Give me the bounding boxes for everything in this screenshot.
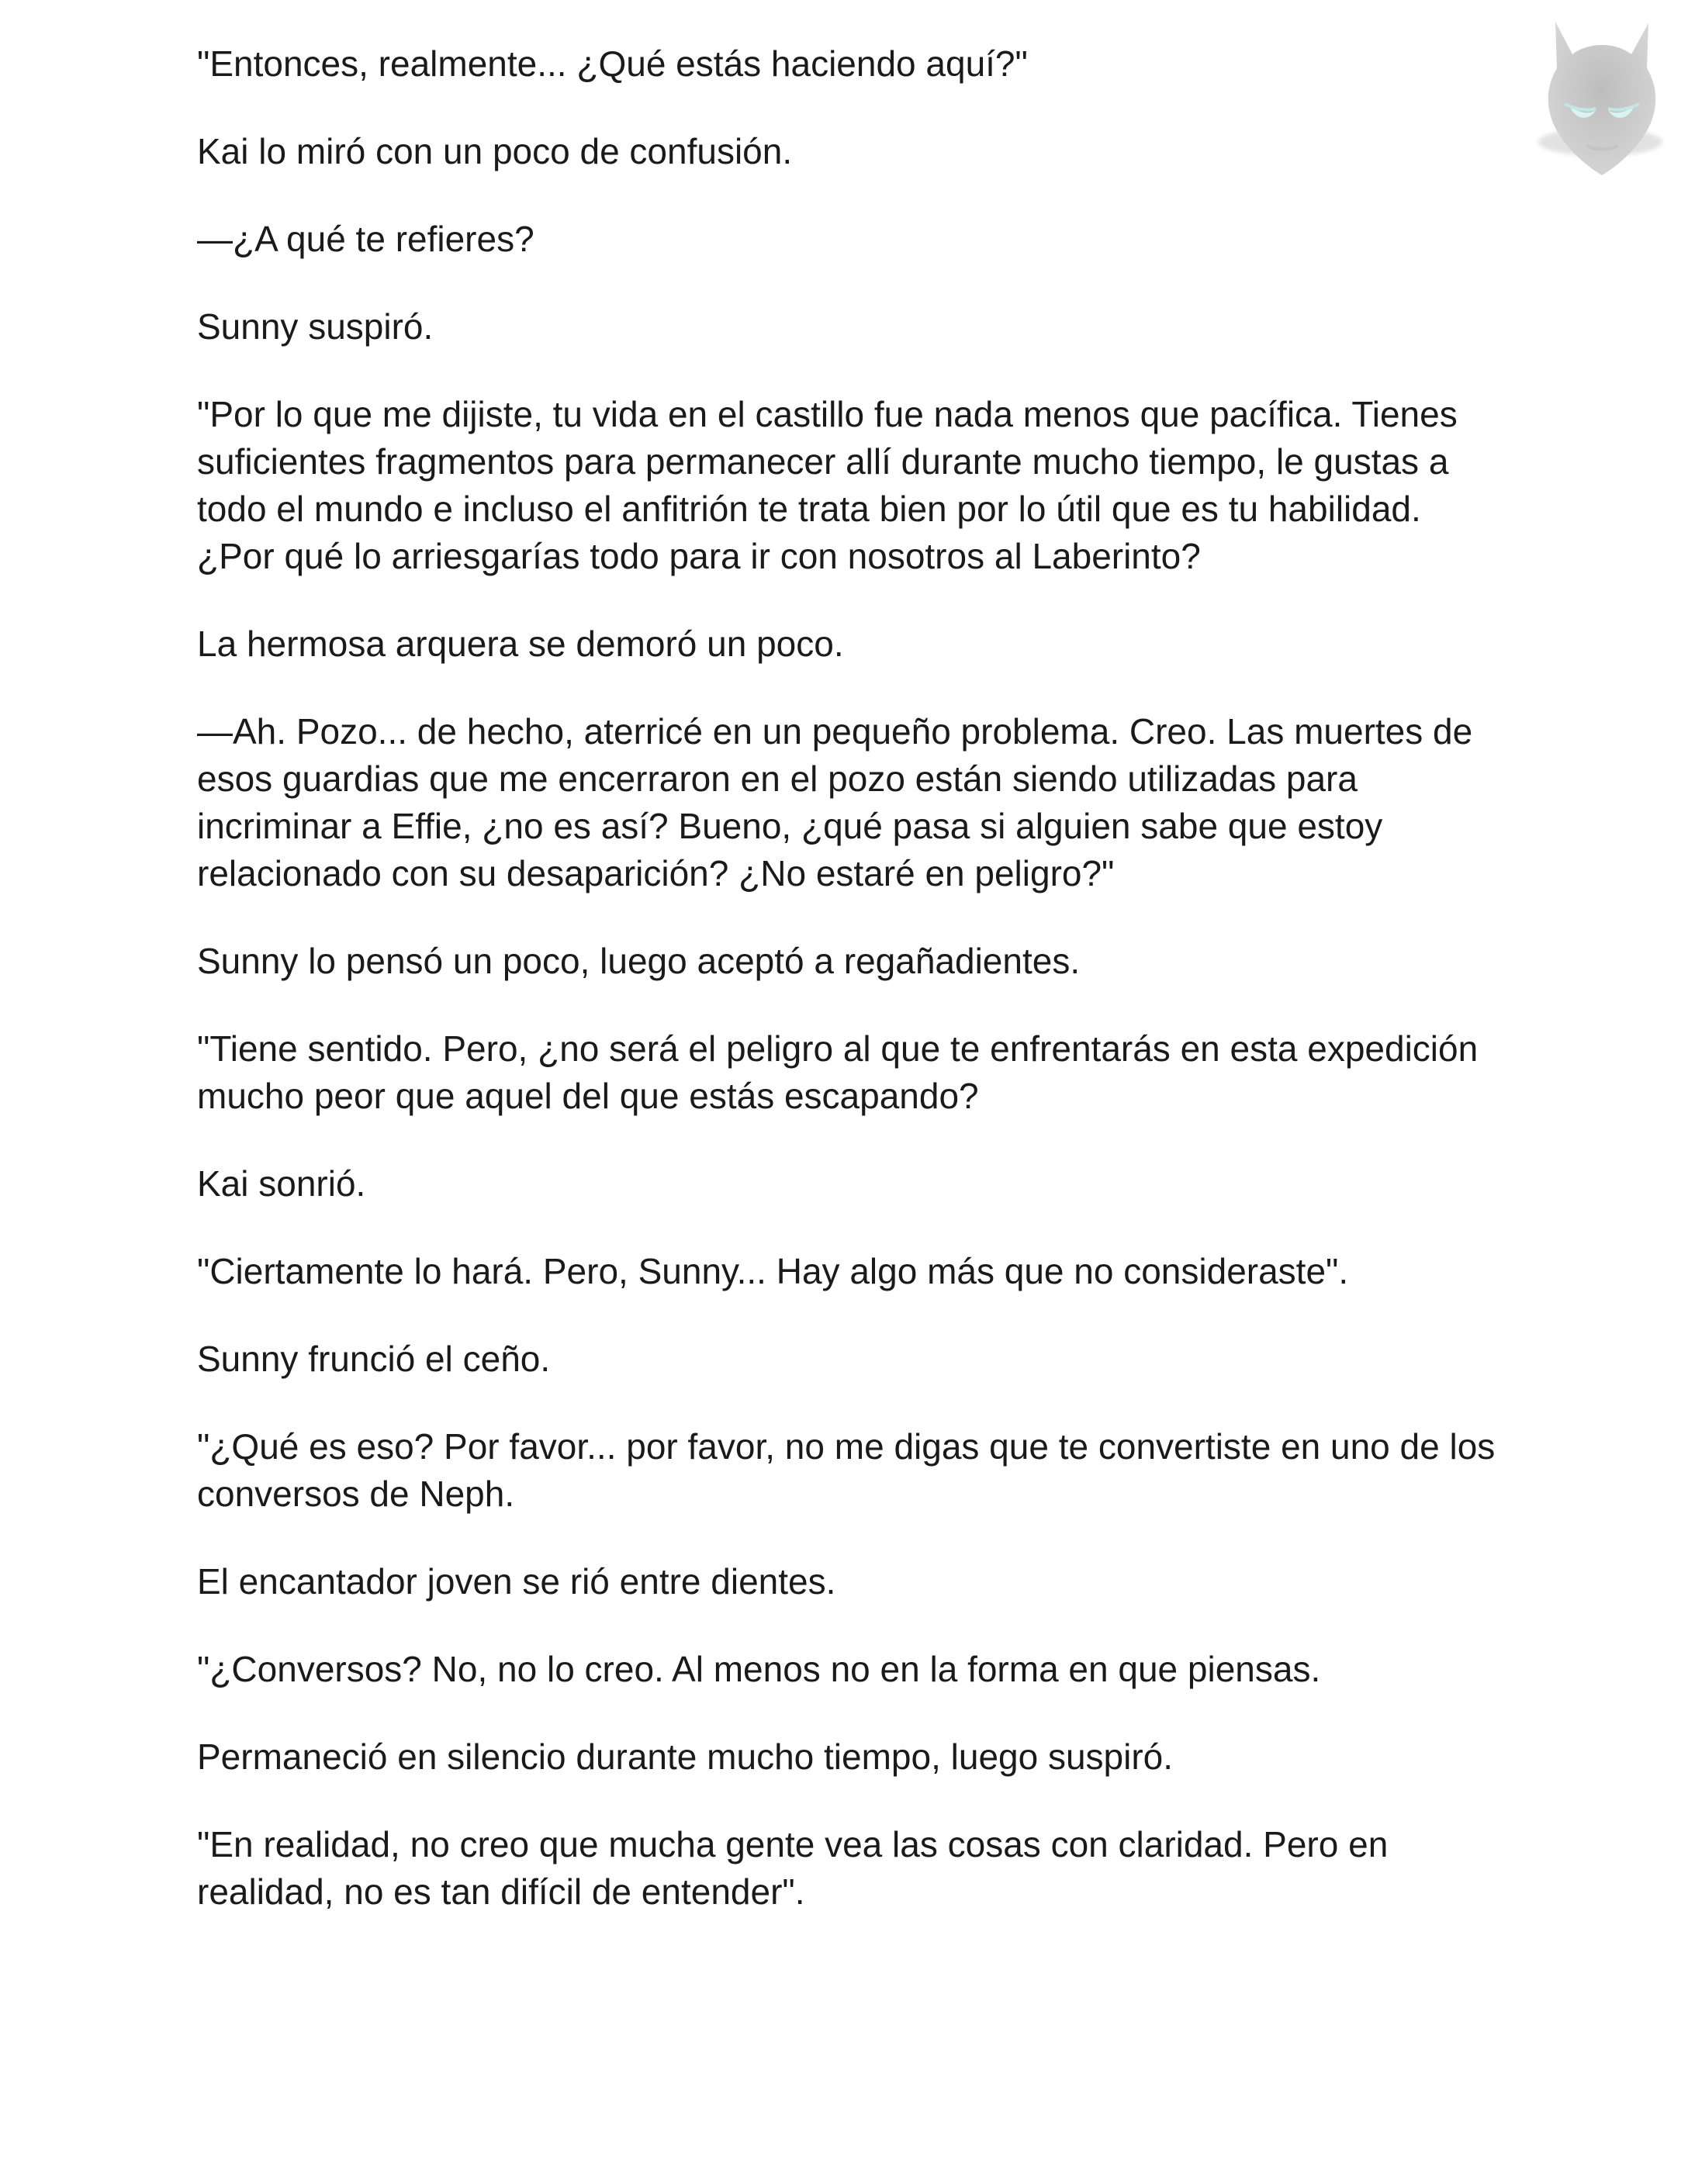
paragraph: Kai lo miró con un poco de confusión. (197, 131, 793, 171)
paragraph: El encantador joven se rió entre dientes. (197, 1561, 836, 1602)
paragraph: Permaneció en silencio durante mucho tiempo, luego suspiró. (197, 1736, 1174, 1777)
paragraph: "Entonces, realmente... ¿Qué estás haciendo aquí?" (197, 43, 1028, 84)
paragraph: "Por lo que me dijiste, tu vida en el castillo fue nada menos que pacífica. Tienes suficientes fragmentos para permanecer allí durante mucho tiempo, le gustas a todo el mundo e incluso el anfitrión te trata bien por lo útil que es tu habilidad. ¿Por qué lo arriesgarías todo para ir con nosotros al Laberinto? (197, 394, 1458, 576)
paragraph: Kai sonrió. (197, 1163, 366, 1204)
demon-head-icon (1524, 14, 1679, 192)
paragraph: —¿A qué te refieres? (197, 219, 534, 259)
paragraph: Sunny suspiró. (197, 306, 434, 347)
paragraph: "¿Conversos? No, no lo creo. Al menos no en la forma en que piensas. (197, 1649, 1321, 1689)
paragraph: "Ciertamente lo hará. Pero, Sunny... Hay algo más que no consideraste". (197, 1251, 1349, 1291)
paragraph: "Tiene sentido. Pero, ¿no será el peligro al que te enfrentarás en esta expedición mucho peor que aquel del que estás escapando? (197, 1028, 1479, 1116)
paragraph: Sunny lo pensó un poco, luego aceptó a regañadientes. (197, 941, 1081, 981)
paragraph: "¿Qué es eso? Por favor... por favor, no me digas que te convertiste en uno de los conversos de Neph. (197, 1426, 1496, 1514)
paragraph: "En realidad, no creo que mucha gente vea las cosas con claridad. Pero en realidad, no es tan difícil de entender". (197, 1824, 1389, 1912)
paragraph: Sunny frunció el ceño. (197, 1339, 551, 1379)
paragraph: —Ah. Pozo... de hecho, aterricé en un pequeño problema. Creo. Las muertes de esos guardias que me encerraron en el pozo están siendo utilizadas para incriminar a Effie, ¿no es así? Bueno, ¿qué pasa si alguien sabe que estoy relacionado con su desaparición? ¿No estaré en peligro?" (197, 711, 1473, 893)
chapter-text (197, 40, 1500, 1956)
paragraph: La hermosa arquera se demoró un poco. (197, 624, 844, 664)
